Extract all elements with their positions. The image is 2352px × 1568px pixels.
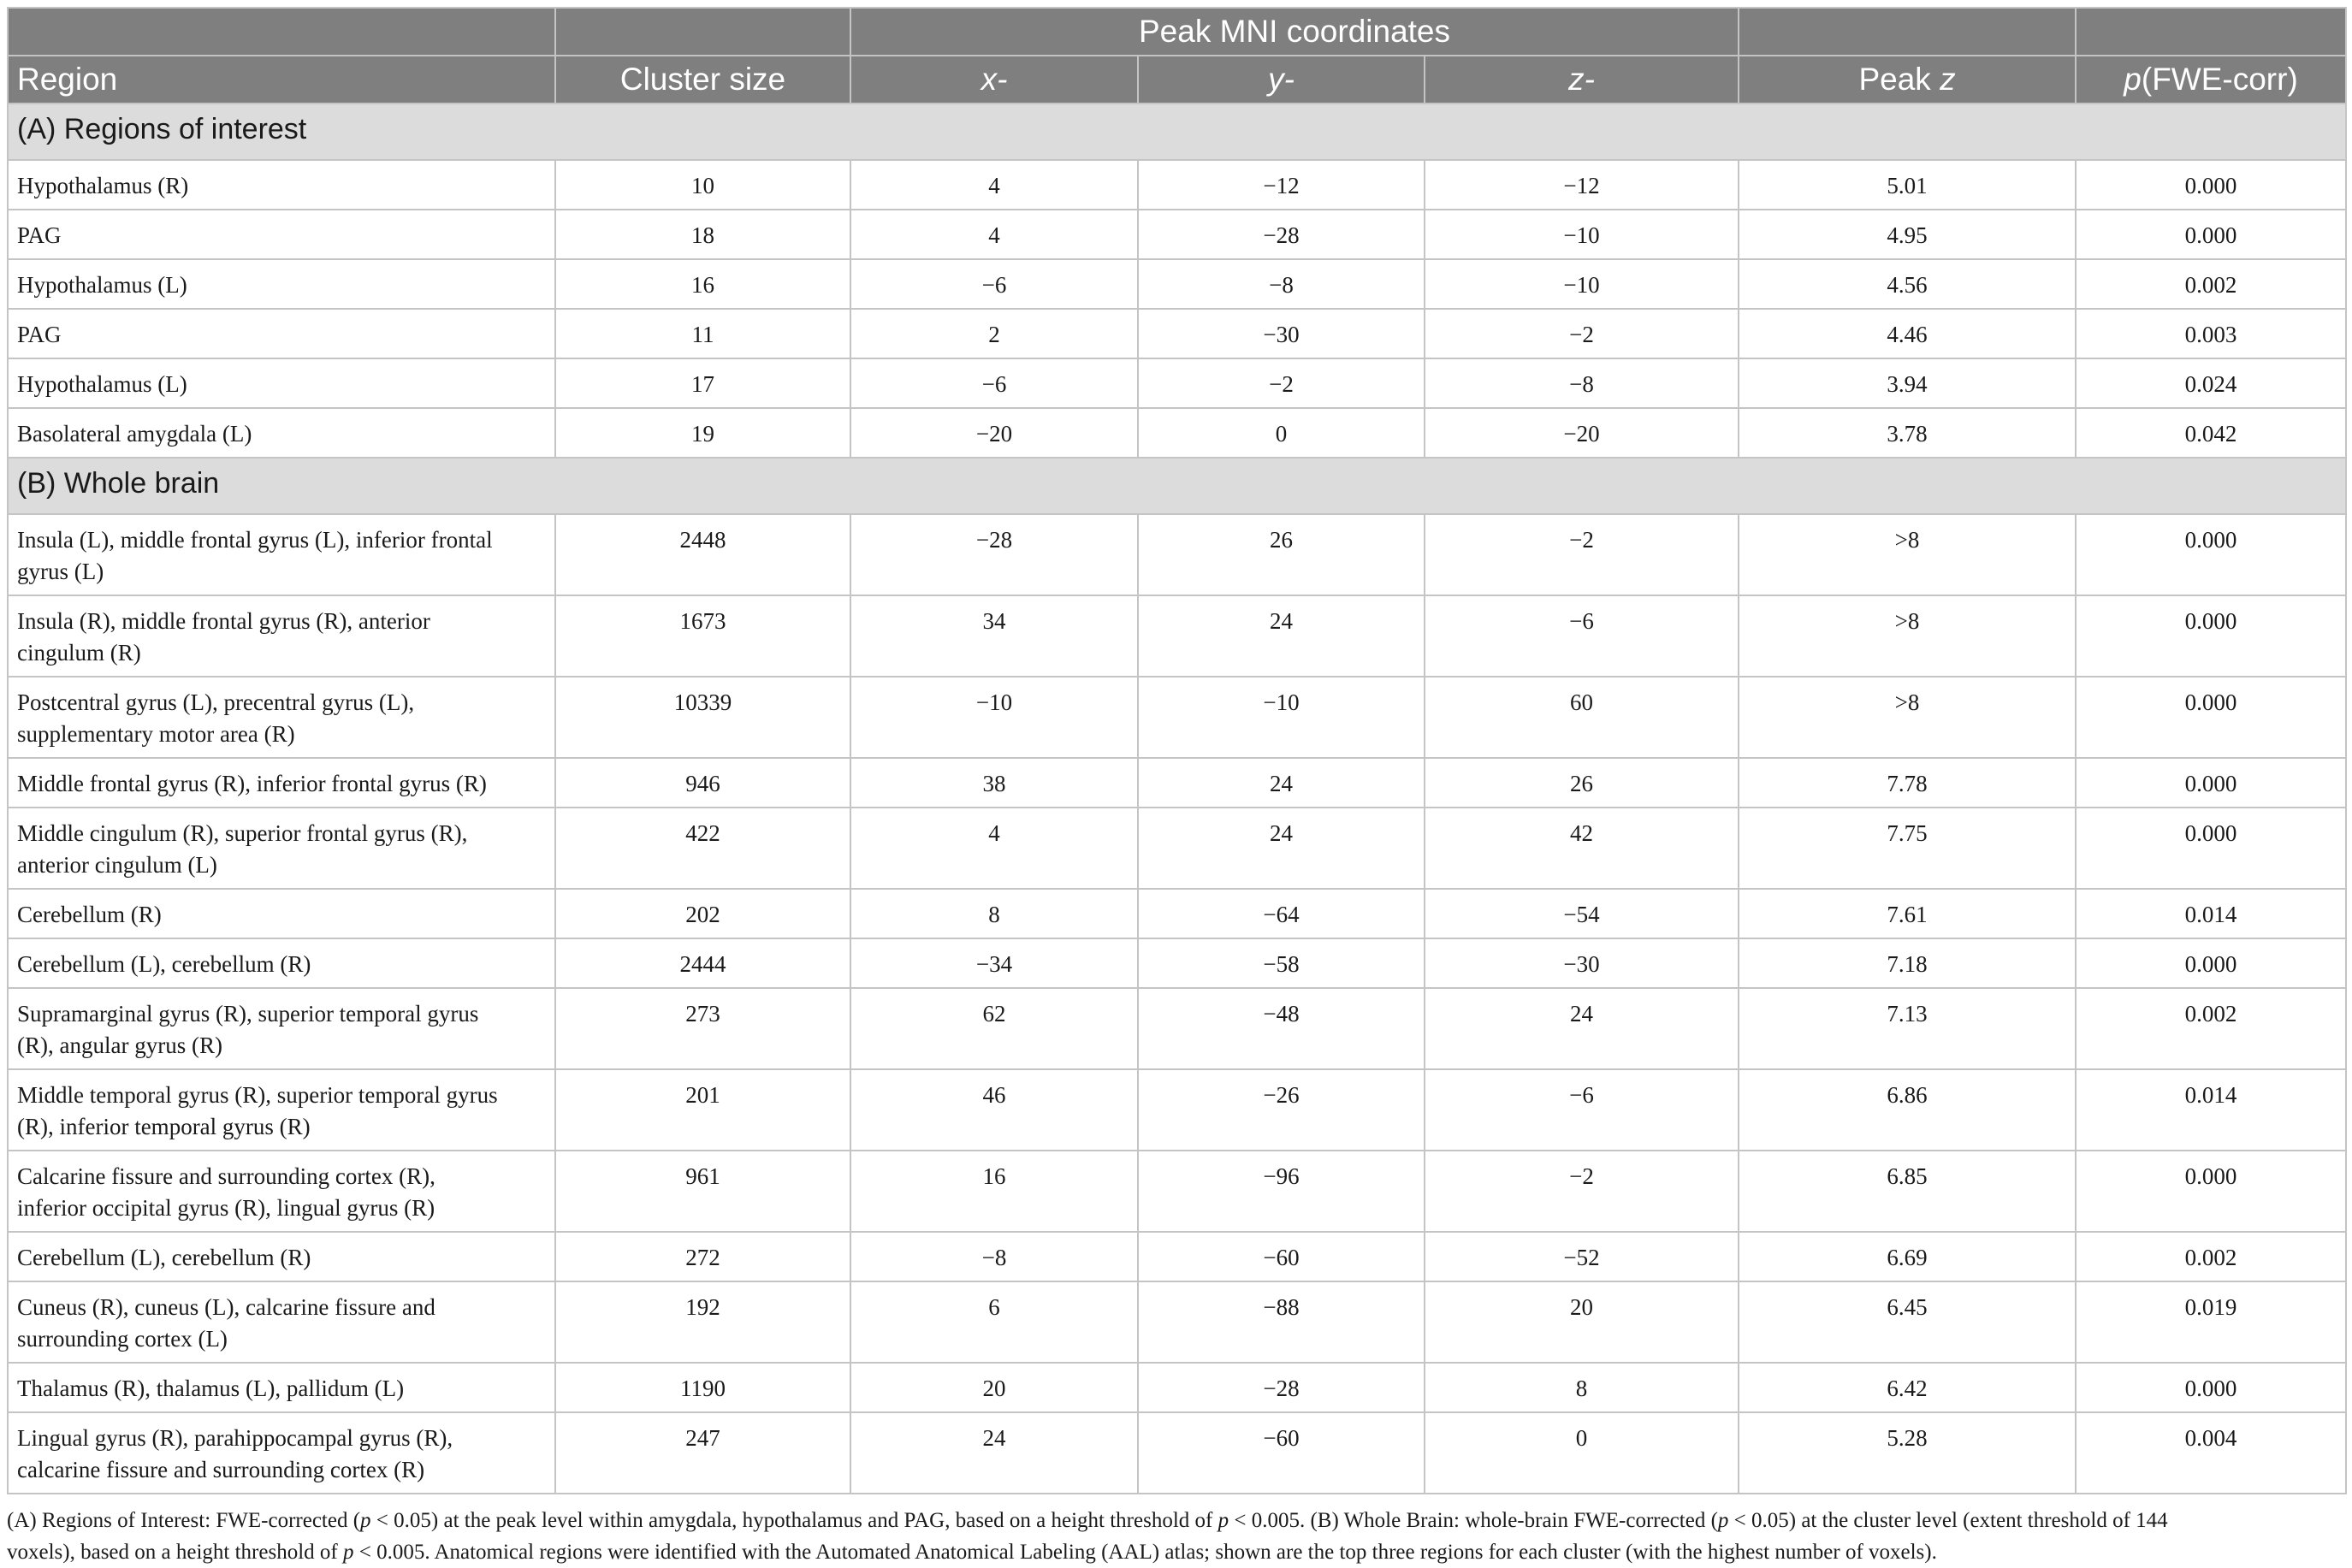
cluster-size-cell: 16 <box>555 259 850 309</box>
peak-z-cell: 6.45 <box>1739 1281 2076 1363</box>
table-row <box>8 408 2346 458</box>
table-row <box>8 758 2346 808</box>
header-blank-cluster <box>555 8 850 56</box>
p-fwe-cell: 0.002 <box>2076 1232 2346 1281</box>
y-cell: −2 <box>1138 358 1425 408</box>
peak-z-cell: >8 <box>1739 514 2076 595</box>
header-p-var: p <box>2124 62 2142 97</box>
region-cell <box>8 677 555 758</box>
header-cluster-size: Cluster size <box>555 56 850 104</box>
x-cell: 20 <box>850 1363 1138 1412</box>
cluster-size-cell: 961 <box>555 1151 850 1232</box>
y-cell: −30 <box>1138 309 1425 358</box>
z-cell: 26 <box>1425 758 1739 808</box>
peak-z-cell: 7.18 <box>1739 938 2076 988</box>
table-row <box>8 677 2346 758</box>
region-line: Cuneus (R), cuneus (L), calcarine fissure and <box>17 1294 435 1320</box>
results-table <box>7 7 2347 1494</box>
peak-z-cell: 6.69 <box>1739 1232 2076 1281</box>
z-cell: −2 <box>1425 309 1739 358</box>
z-cell: −8 <box>1425 358 1739 408</box>
x-cell: 6 <box>850 1281 1138 1363</box>
table-body <box>8 104 2346 1494</box>
cluster-size-cell: 11 <box>555 309 850 358</box>
footnote-text: < 0.05) at the peak level within amygdala, hypothalamus and PAG, based on a height threshold of <box>370 1509 1218 1532</box>
header-peak-z <box>1739 56 2076 104</box>
footnote-italic-p: p <box>360 1509 371 1532</box>
x-cell: −8 <box>850 1232 1138 1281</box>
cluster-size-cell: 422 <box>555 808 850 889</box>
p-fwe-cell: 0.024 <box>2076 358 2346 408</box>
z-cell: −20 <box>1425 408 1739 458</box>
region-line: Insula (R), middle frontal gyrus (R), anterior <box>17 608 430 634</box>
region-line: supplementary motor area (R) <box>17 721 295 747</box>
header-y: y- <box>1138 56 1425 104</box>
region-line: Calcarine fissure and surrounding cortex (R), <box>17 1163 435 1189</box>
header-p-suffix: (FWE-corr) <box>2141 62 2298 97</box>
z-cell: −12 <box>1425 160 1739 210</box>
x-cell: 4 <box>850 210 1138 259</box>
x-cell: 8 <box>850 889 1138 938</box>
cluster-size-cell: 1673 <box>555 595 850 677</box>
y-cell: 24 <box>1138 595 1425 677</box>
y-cell: −58 <box>1138 938 1425 988</box>
peak-z-cell: 7.61 <box>1739 889 2076 938</box>
cluster-size-cell: 201 <box>555 1069 850 1151</box>
table-footnote <box>7 1505 2345 1568</box>
region-line: Supramarginal gyrus (R), superior temporal gyrus <box>17 1001 479 1027</box>
y-cell: −28 <box>1138 1363 1425 1412</box>
x-cell: −6 <box>850 358 1138 408</box>
peak-z-cell: 5.28 <box>1739 1412 2076 1494</box>
table-row <box>8 514 2346 595</box>
peak-z-cell: 5.01 <box>1739 160 2076 210</box>
z-cell: −52 <box>1425 1232 1739 1281</box>
cluster-size-cell: 10339 <box>555 677 850 758</box>
y-cell: 24 <box>1138 758 1425 808</box>
footnote-text: (A) Regions of Interest: FWE-corrected ( <box>7 1509 361 1532</box>
region-line: cingulum (R) <box>17 640 141 666</box>
p-fwe-cell: 0.000 <box>2076 758 2346 808</box>
region-line: Lingual gyrus (R), parahippocampal gyrus (R), <box>17 1425 453 1451</box>
cluster-size-cell: 946 <box>555 758 850 808</box>
region-cell: Hypothalamus (R) <box>8 160 555 210</box>
p-fwe-cell: 0.004 <box>2076 1412 2346 1494</box>
y-cell: −8 <box>1138 259 1425 309</box>
table-header <box>8 8 2346 104</box>
footnote-text: voxels), based on a height threshold of <box>7 1541 343 1564</box>
z-cell: 8 <box>1425 1363 1739 1412</box>
table-row <box>8 1232 2346 1281</box>
z-cell: −2 <box>1425 1151 1739 1232</box>
region-line: calcarine fissure and surrounding cortex (R) <box>17 1457 425 1482</box>
header-peak-mni-coordinates: Peak MNI coordinates <box>850 8 1739 56</box>
region-cell <box>8 1069 555 1151</box>
p-fwe-cell: 0.003 <box>2076 309 2346 358</box>
table-row <box>8 1151 2346 1232</box>
footnote-italic-p: p <box>342 1541 354 1564</box>
y-cell: 26 <box>1138 514 1425 595</box>
region-cell: Thalamus (R), thalamus (L), pallidum (L) <box>8 1363 555 1412</box>
cluster-size-cell: 1190 <box>555 1363 850 1412</box>
x-cell: −28 <box>850 514 1138 595</box>
z-cell: 20 <box>1425 1281 1739 1363</box>
region-cell: Cerebellum (L), cerebellum (R) <box>8 938 555 988</box>
table-row <box>8 1363 2346 1412</box>
x-cell: 62 <box>850 988 1138 1069</box>
z-cell: −30 <box>1425 938 1739 988</box>
y-cell: −10 <box>1138 677 1425 758</box>
region-line: anterior cingulum (L) <box>17 852 217 878</box>
x-cell: 38 <box>850 758 1138 808</box>
p-fwe-cell: 0.042 <box>2076 408 2346 458</box>
table-row <box>8 988 2346 1069</box>
header-blank-peak <box>1739 8 2076 56</box>
x-cell: 34 <box>850 595 1138 677</box>
p-fwe-cell: 0.002 <box>2076 259 2346 309</box>
region-cell: Hypothalamus (L) <box>8 358 555 408</box>
region-line: surrounding cortex (L) <box>17 1326 228 1352</box>
table-row <box>8 889 2346 938</box>
p-fwe-cell: 0.014 <box>2076 889 2346 938</box>
y-cell: −48 <box>1138 988 1425 1069</box>
peak-z-cell: 6.86 <box>1739 1069 2076 1151</box>
region-cell: Cerebellum (L), cerebellum (R) <box>8 1232 555 1281</box>
region-line: Insula (L), middle frontal gyrus (L), inferior frontal <box>17 527 493 553</box>
header-peak-z-prefix: Peak <box>1858 62 1940 97</box>
table-row <box>8 358 2346 408</box>
p-fwe-cell: 0.000 <box>2076 595 2346 677</box>
p-fwe-cell: 0.000 <box>2076 938 2346 988</box>
p-fwe-cell: 0.000 <box>2076 514 2346 595</box>
cluster-size-cell: 202 <box>555 889 850 938</box>
x-cell: 4 <box>850 808 1138 889</box>
peak-z-cell: 4.46 <box>1739 309 2076 358</box>
cluster-size-cell: 2444 <box>555 938 850 988</box>
section-title: (B) Whole brain <box>8 458 2346 514</box>
z-cell: −10 <box>1425 210 1739 259</box>
z-cell: 42 <box>1425 808 1739 889</box>
results-table-container <box>7 7 2345 1568</box>
region-cell <box>8 988 555 1069</box>
p-fwe-cell: 0.000 <box>2076 1363 2346 1412</box>
peak-z-cell: 7.75 <box>1739 808 2076 889</box>
z-cell: −2 <box>1425 514 1739 595</box>
p-fwe-cell: 0.000 <box>2076 677 2346 758</box>
region-line: (R), inferior temporal gyrus (R) <box>17 1114 311 1139</box>
region-line: inferior occipital gyrus (R), lingual gyrus (R) <box>17 1195 435 1221</box>
p-fwe-cell: 0.000 <box>2076 808 2346 889</box>
region-line: Middle cingulum (R), superior frontal gyrus (R), <box>17 820 468 846</box>
region-cell: Hypothalamus (L) <box>8 259 555 309</box>
peak-z-cell: 7.78 <box>1739 758 2076 808</box>
region-cell <box>8 514 555 595</box>
header-region: Region <box>8 56 555 104</box>
p-fwe-cell: 0.000 <box>2076 1151 2346 1232</box>
x-cell: −10 <box>850 677 1138 758</box>
table-row <box>8 160 2346 210</box>
y-cell: −12 <box>1138 160 1425 210</box>
peak-z-cell: 3.78 <box>1739 408 2076 458</box>
z-cell: 60 <box>1425 677 1739 758</box>
z-cell: 0 <box>1425 1412 1739 1494</box>
x-cell: 4 <box>850 160 1138 210</box>
section-header-row <box>8 104 2346 160</box>
p-fwe-cell: 0.000 <box>2076 160 2346 210</box>
region-line: Middle temporal gyrus (R), superior temporal gyrus <box>17 1082 498 1108</box>
region-cell <box>8 595 555 677</box>
region-line: (R), angular gyrus (R) <box>17 1033 222 1058</box>
table-row <box>8 595 2346 677</box>
peak-z-cell: >8 <box>1739 677 2076 758</box>
section-title: (A) Regions of interest <box>8 104 2346 160</box>
x-cell: −6 <box>850 259 1138 309</box>
y-cell: 0 <box>1138 408 1425 458</box>
p-fwe-cell: 0.019 <box>2076 1281 2346 1363</box>
x-cell: 46 <box>850 1069 1138 1151</box>
y-cell: 24 <box>1138 808 1425 889</box>
header-blank-p <box>2076 8 2346 56</box>
y-cell: −64 <box>1138 889 1425 938</box>
cluster-size-cell: 273 <box>555 988 850 1069</box>
peak-z-cell: 4.56 <box>1739 259 2076 309</box>
peak-z-cell: 6.42 <box>1739 1363 2076 1412</box>
header-p-fwe <box>2076 56 2346 104</box>
region-cell: Middle frontal gyrus (R), inferior frontal gyrus (R) <box>8 758 555 808</box>
footnote-italic-p: p <box>1717 1509 1729 1532</box>
section-header-row <box>8 458 2346 514</box>
peak-z-cell: 3.94 <box>1739 358 2076 408</box>
x-cell: −20 <box>850 408 1138 458</box>
region-cell <box>8 808 555 889</box>
table-row <box>8 808 2346 889</box>
header-peak-z-var: z <box>1940 62 1956 97</box>
footnote-text: < 0.005. Anatomical regions were identified with the Automated Anatomical Labeling (AAL) atlas; shown are the top three regions for each cluster (with the highest number of voxels). <box>353 1541 1937 1564</box>
p-fwe-cell: 0.014 <box>2076 1069 2346 1151</box>
table-row <box>8 259 2346 309</box>
z-cell: −6 <box>1425 1069 1739 1151</box>
cluster-size-cell: 247 <box>555 1412 850 1494</box>
peak-z-cell: >8 <box>1739 595 2076 677</box>
header-z: z- <box>1425 56 1739 104</box>
y-cell: −60 <box>1138 1412 1425 1494</box>
x-cell: −34 <box>850 938 1138 988</box>
y-cell: −60 <box>1138 1232 1425 1281</box>
region-line: gyrus (L) <box>17 559 104 584</box>
footnote-text: < 0.005. (B) Whole Brain: whole-brain FWE-corrected ( <box>1229 1509 1718 1532</box>
cluster-size-cell: 19 <box>555 408 850 458</box>
table-row <box>8 1281 2346 1363</box>
y-cell: −88 <box>1138 1281 1425 1363</box>
z-cell: −6 <box>1425 595 1739 677</box>
p-fwe-cell: 0.002 <box>2076 988 2346 1069</box>
y-cell: −26 <box>1138 1069 1425 1151</box>
x-cell: 2 <box>850 309 1138 358</box>
footnote-line-2 <box>7 1536 2345 1568</box>
region-line: Postcentral gyrus (L), precentral gyrus (L), <box>17 689 415 715</box>
table-row <box>8 210 2346 259</box>
x-cell: 16 <box>850 1151 1138 1232</box>
table-row <box>8 938 2346 988</box>
footnote-italic-p: p <box>1217 1509 1229 1532</box>
table-row <box>8 309 2346 358</box>
cluster-size-cell: 192 <box>555 1281 850 1363</box>
footnote-text: < 0.05) at the cluster level (extent threshold of 144 <box>1728 1509 2168 1532</box>
cluster-size-cell: 10 <box>555 160 850 210</box>
z-cell: −54 <box>1425 889 1739 938</box>
header-blank-region <box>8 8 555 56</box>
footnote-line-1 <box>7 1505 2345 1536</box>
z-cell: 24 <box>1425 988 1739 1069</box>
y-cell: −96 <box>1138 1151 1425 1232</box>
region-cell <box>8 1151 555 1232</box>
peak-z-cell: 7.13 <box>1739 988 2076 1069</box>
x-cell: 24 <box>850 1412 1138 1494</box>
header-x: x- <box>850 56 1138 104</box>
region-cell: Cerebellum (R) <box>8 889 555 938</box>
cluster-size-cell: 272 <box>555 1232 850 1281</box>
region-cell: PAG <box>8 309 555 358</box>
cluster-size-cell: 17 <box>555 358 850 408</box>
cluster-size-cell: 2448 <box>555 514 850 595</box>
region-cell: PAG <box>8 210 555 259</box>
peak-z-cell: 4.95 <box>1739 210 2076 259</box>
region-cell: Basolateral amygdala (L) <box>8 408 555 458</box>
region-cell <box>8 1412 555 1494</box>
table-row <box>8 1412 2346 1494</box>
peak-z-cell: 6.85 <box>1739 1151 2076 1232</box>
table-row <box>8 1069 2346 1151</box>
z-cell: −10 <box>1425 259 1739 309</box>
p-fwe-cell: 0.000 <box>2076 210 2346 259</box>
cluster-size-cell: 18 <box>555 210 850 259</box>
y-cell: −28 <box>1138 210 1425 259</box>
region-cell <box>8 1281 555 1363</box>
